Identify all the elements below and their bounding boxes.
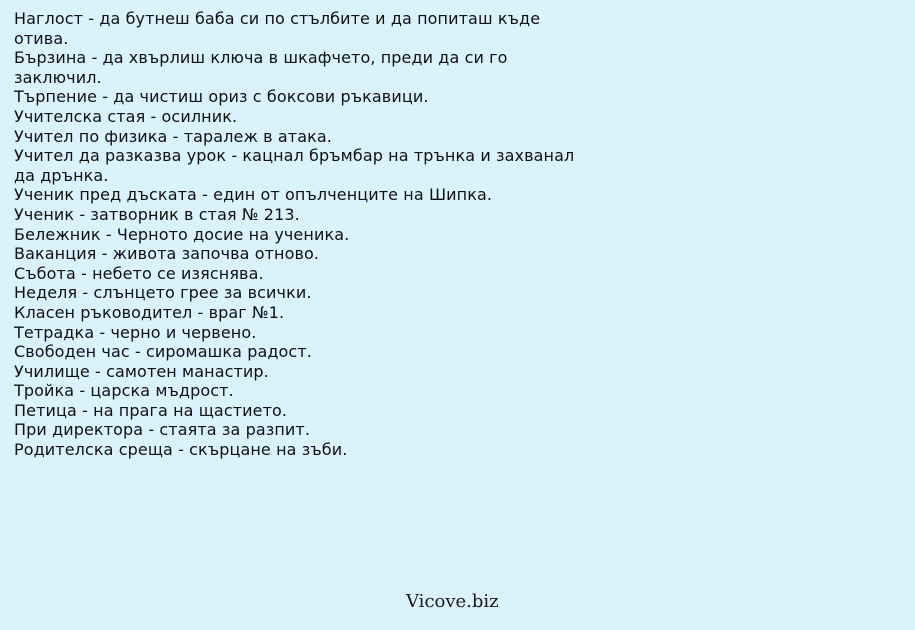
joke-line: Училище - самотен манастир. [14,361,269,381]
joke-line: Търпение - да чистиш ориз с боксови ръкавици. [14,87,429,107]
joke-line: Ваканция - живота започва отново. [14,244,320,264]
joke-line: Родителска среща - скърцане на зъби. [14,440,348,460]
joke-line: Тройка - царска мъдрост. [14,381,234,401]
joke-line: Ученик - затворник в стая № 213. [14,204,300,224]
joke-line: Неделя - слънцето грее за всички. [14,283,312,303]
joke-line: Петица - на прага на щастието. [14,400,288,420]
joke-line: Свободен час - сиромашка радост. [14,342,312,362]
joke-line: Учител да разказва урок - кацнал бръмбар на трънка и захванал да дрънка. [14,146,575,185]
joke-list [14,9,594,460]
joke-line: Наглост - да бутнеш баба си по стълбите и да попиташ къде отива. [14,9,541,48]
joke-line: Бързина - да хвърлиш ключа в шкафчето, преди да си го заключил. [14,48,508,87]
joke-line: Класен ръководител - враг №1. [14,302,285,322]
site-watermark: Vicove.biz [406,591,499,612]
joke-line: Събота - небето се изяснява. [14,263,264,283]
joke-line: Тетрадка - черно и червено. [14,322,257,342]
joke-line: При директора - стаята за разпит. [14,420,311,440]
joke-line: Учител по физика - таралеж в атака. [14,126,332,146]
joke-line: Учителска стая - осилник. [14,106,238,126]
joke-line: Ученик пред дъската - един от опълченците на Шипка. [14,185,493,205]
joke-line: Бележник - Черното досие на ученика. [14,224,350,244]
